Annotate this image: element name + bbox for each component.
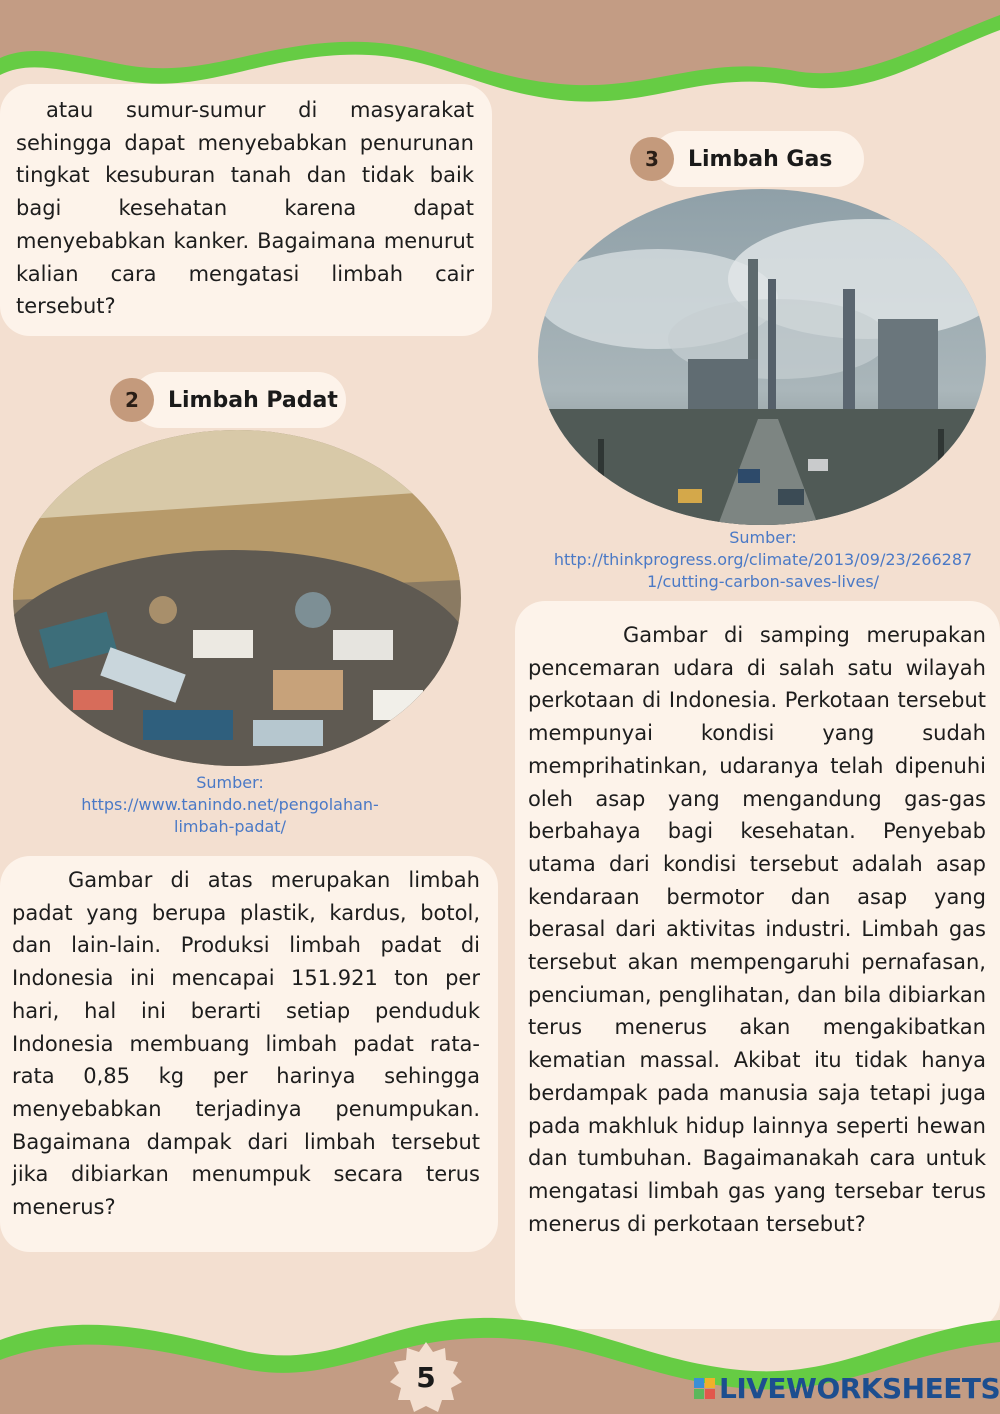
- source-link[interactable]: https://www.tanindo.net/pengolahan-limbah-padat/: [81, 795, 379, 836]
- liveworksheets-logo: [694, 1372, 1000, 1405]
- section-title: Limbah Padat: [168, 387, 338, 413]
- gas-text-card: [515, 601, 1000, 1329]
- source-label: Sumber:: [729, 528, 797, 547]
- source-link[interactable]: http://thinkprogress.org/climate/2013/09/23/2662871/cutting-carbon-saves-lives/: [553, 550, 973, 591]
- page-number: 5: [416, 1360, 436, 1394]
- trash-pile-photo: [13, 430, 461, 766]
- brand-name: LIVEWORKSHEETS: [719, 1372, 1000, 1405]
- liveworksheets-logo-icon: [694, 1378, 715, 1399]
- section-number-badge: 3: [630, 137, 674, 181]
- padat-image-source: [40, 772, 420, 838]
- source-label: Sumber:: [196, 773, 264, 792]
- intro-text-card: [0, 84, 492, 336]
- gas-paragraph: Gambar di samping merupakan pencemaran udara di salah satu wilayah perkotaan di Indonesia. Perkotaan tersebut mempunyai kondisi yang sudah memprihatinkan, udaranya telah dipenuhi oleh asap yang mengandung gas-gas berbahaya bagi kesehatan. Penyebab utama dari kondisi tersebut adalah asap kendaraan bermotor dan asap yang berasal dari aktivitas industri. Limbah gas tersebut akan mempengaruhi pernafasan, penciuman, penglihatan, dan bila dibiarkan terus menerus akan mengakibatkan kematian massal. Akibat itu tidak hanya berdampak pada manusia saja tetapi juga pada makhluk hidup lainnya seperti hewan dan tumbuhan. Bagaimanakah cara untuk mengatasi limbah gas yang tersebar terus menerus di perkotaan tersebut?: [528, 623, 986, 1236]
- section-header-limbah-gas: [645, 131, 864, 187]
- section-header-limbah-padat: [125, 372, 346, 428]
- section-number-badge: 2: [110, 378, 154, 422]
- factory-smoke-photo: [538, 189, 986, 525]
- section-title: Limbah Gas: [688, 146, 833, 172]
- gas-image-source: [553, 527, 973, 593]
- intro-paragraph: atau sumur-sumur di masyarakat sehingga dapat menyebabkan penurunan tingkat kesuburan tanah dan tidak baik bagi kesehatan karena dapat menyebabkan kanker. Bagaimana menurut kalian cara mengatasi limbah cair tersebut?: [16, 98, 474, 319]
- padat-paragraph: Gambar di atas merupakan limbah padat yang berupa plastik, kardus, botol, dan lain-lain. Produksi limbah padat di Indonesia ini mencapai 151.921 ton per hari, hal ini berarti setiap penduduk Indonesia membuang limbah padat rata-rata 0,85 kg per harinya sehingga menyebabkan terjadinya penumpukan. Bagaimana dampak dari limbah tersebut jika dibiarkan menumpuk secara terus menerus?: [12, 868, 480, 1220]
- padat-text-card: [0, 856, 498, 1252]
